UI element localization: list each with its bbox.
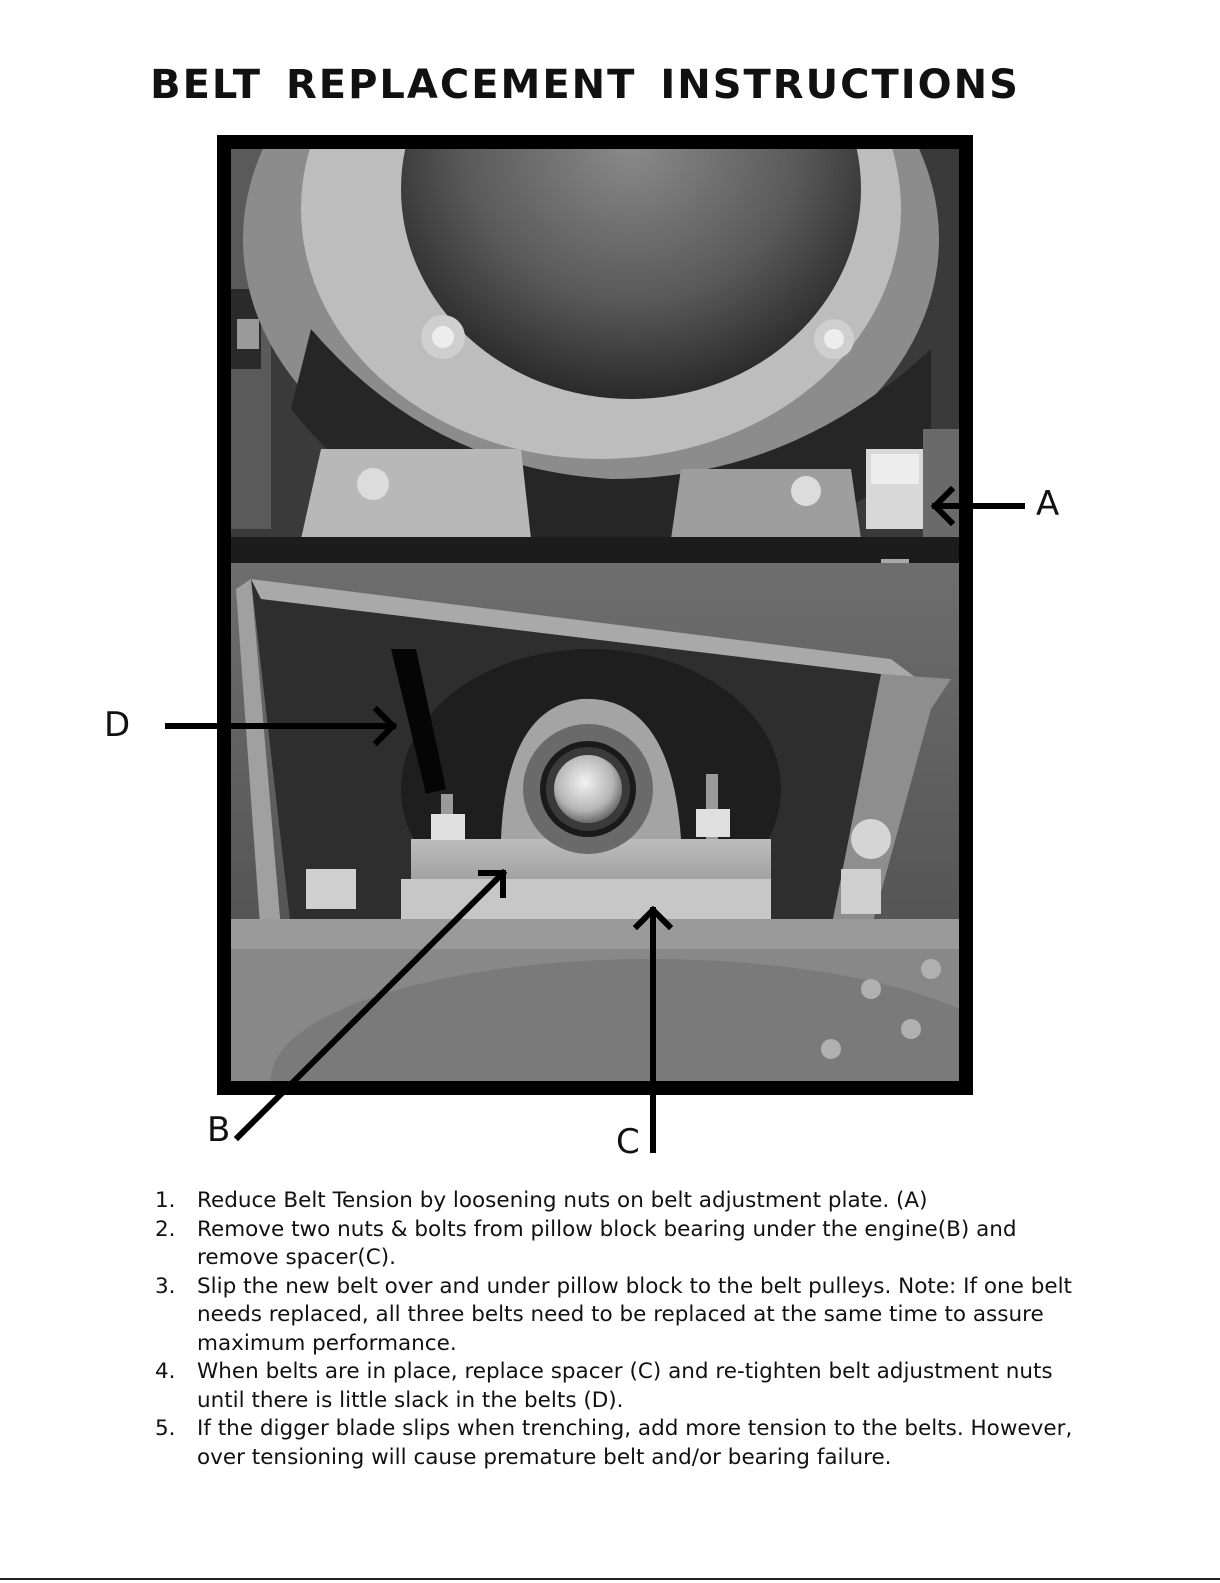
callout-d-label: D — [104, 705, 131, 745]
callout-c-label: C — [616, 1122, 640, 1162]
callout-b-label: B — [207, 1110, 231, 1150]
step-text: When belts are in place, replace spacer (C) and re-tighten belt adjustment nuts until there is little slack in the belts (D). — [197, 1359, 1053, 1413]
callout-a-label: A — [1036, 484, 1060, 524]
step-number: 4. — [155, 1359, 176, 1384]
step-text: If the digger blade slips when trenching, add more tension to the belts. However, over tensioning will cause premature belt and/or bearing failure. — [197, 1416, 1073, 1470]
instruction-step — [155, 1358, 1085, 1415]
bottom-rule — [0, 1578, 1220, 1580]
step-text: Reduce Belt Tension by loosening nuts on belt adjustment plate. (A) — [197, 1188, 928, 1213]
step-number: 3. — [155, 1273, 176, 1299]
step-number: 1. — [155, 1188, 176, 1213]
step-text: Slip the new belt over and under pillow block to the belt pulleys. Note: If one belt needs replaced, all three belts need to be replaced at the same time to assure maximum performance. — [197, 1273, 1072, 1356]
page-title: BELT REPLACEMENT INSTRUCTIONS — [150, 62, 1020, 108]
instruction-step — [155, 1187, 1085, 1216]
step-number: 2. — [155, 1216, 176, 1242]
step-text: Remove two nuts & bolts from pillow block bearing under the engine(B) and remove spacer(C). — [197, 1216, 1017, 1270]
instruction-step — [155, 1273, 1085, 1359]
instruction-step — [155, 1216, 1085, 1273]
photo-frame — [217, 135, 973, 1095]
machine-photo-illustration — [231, 149, 959, 1081]
step-number: 5. — [155, 1416, 176, 1441]
instruction-list — [155, 1187, 1085, 1472]
instruction-step — [155, 1415, 1085, 1472]
machine-photo — [231, 149, 959, 1081]
